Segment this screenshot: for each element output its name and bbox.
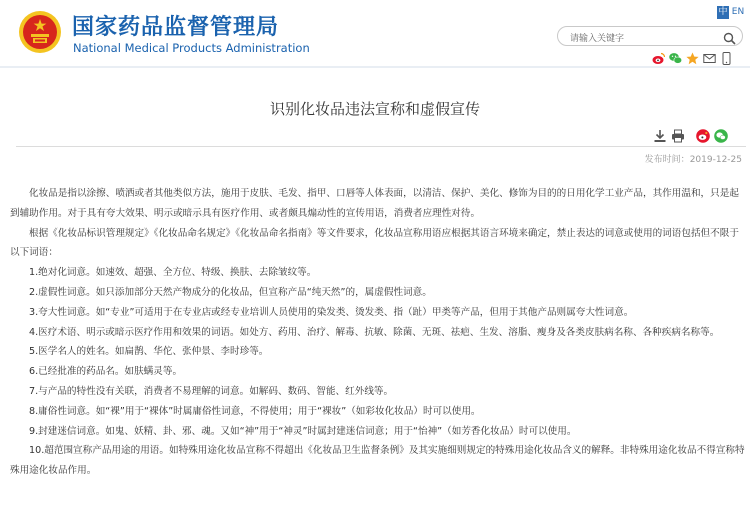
national-emblem-icon[interactable] — [18, 10, 62, 54]
article-paragraph: 8.庸俗性词意。如“裸”用于“裸体”时属庸俗性词意，不得使用；用于“裸妆”（如彩妆化妆品）时可以使用。 — [29, 405, 481, 417]
wechat-share-icon[interactable] — [714, 128, 728, 142]
site-title: 国家药品监督管理局 — [72, 15, 280, 40]
publish-date-value: 2019-12-25 — [689, 155, 742, 165]
language-chinese-button[interactable]: 中 — [718, 7, 728, 17]
search-icon[interactable] — [723, 30, 736, 43]
publish-date — [645, 152, 742, 165]
header-share-bar — [652, 50, 747, 64]
meta-divider — [16, 146, 746, 147]
article-paragraph: 化妆品是指以涂擦、喷洒或者其他类似方法，施用于皮肤、毛发、指甲、口唇等人体表面，以清洁、保护、美化、修饰为目的的日用化学工业产品，其作用温和，只是起到辅助作用。对于具有夸大效果、明示或暗示具有医疗作用、或者颇具煽动性的宣传用语，消费者应理性对待。 — [10, 188, 739, 219]
article-paragraph: 1.绝对化词意。如速效、超强、全方位、特级、换肤、去除皱纹等。 — [29, 267, 317, 279]
header-divider — [0, 66, 750, 68]
article-paragraph: 5.医学名人的姓名。如扁鹊、华佗、张仲景、李时珍等。 — [29, 346, 269, 358]
search-input[interactable]: 请输入关键字 — [570, 34, 625, 44]
article-paragraph: 6.已经批准的药品名。如肤螨灵等。 — [29, 366, 183, 378]
print-icon[interactable] — [671, 128, 685, 142]
article-paragraph: 3.夸大性词意。如“专业”可适用于在专业店或经专业培训人员使用的染发类、烫发类、指（趾）甲类等产品，但用于其他产品则属夸大性词意。 — [29, 306, 634, 318]
article-paragraph: 10.超范围宣称产品用途的用语。如特殊用途化妆品宣称不得超出《化妆品卫生监督条例》及其实施细则规定的特殊用途化妆品含义的解释。非特殊用途化妆品不得宣称特殊用途化妆品作用。 — [10, 445, 745, 477]
weibo-icon[interactable] — [652, 50, 665, 63]
download-icon[interactable] — [653, 128, 667, 142]
mobile-icon[interactable] — [720, 50, 733, 63]
email-icon[interactable] — [703, 50, 716, 63]
article-paragraph: 7.与产品的特性没有关联，消费者不易理解的词意。如解码、数码、智能、红外线等。 — [29, 385, 394, 397]
site-header — [0, 0, 750, 66]
article-paragraph: 2.虚假性词意。如只添加部分天然产物成分的化妆品，但宣称产品“纯天然”的，属虚假性词意。 — [29, 286, 432, 298]
article-paragraph: 4.医疗术语、明示或暗示医疗作用和效果的词语。如处方、药用、治疗、解毒、抗敏、除菌、无斑、祛疤、生发、溶脂、瘦身及各类皮肤病名称、各种疾病名称等。 — [29, 326, 720, 338]
article-paragraph: 根据《化妆品标识管理规定》《化妆品命名规定》《化妆品命名指南》等文件要求，化妆品宣称用语应根据其语言环境来确定，禁止表达的词意或使用的词语包括但不限于以下词语： — [10, 227, 739, 259]
wechat-icon[interactable] — [669, 50, 682, 63]
article-paragraph: 9.封建迷信词意。如鬼、妖精、卦、邪、魂。又如“神”用于“神灵”时属封建迷信词意；用于“怡神”（如芳香化妆品）时可以使用。 — [29, 425, 577, 437]
qq-zone-icon[interactable] — [686, 50, 699, 63]
search-box[interactable] — [557, 26, 743, 46]
weibo-share-icon[interactable] — [696, 128, 710, 142]
publish-date-label: 发布时间： — [644, 155, 690, 165]
language-english-button[interactable]: EN — [731, 7, 745, 17]
article-toolbar — [653, 128, 745, 143]
article-title: 识别化妆品违法宣称和虚假宣传 — [269, 100, 480, 118]
site-title-english: National Medical Products Administration — [73, 41, 310, 55]
article-body — [10, 184, 745, 481]
